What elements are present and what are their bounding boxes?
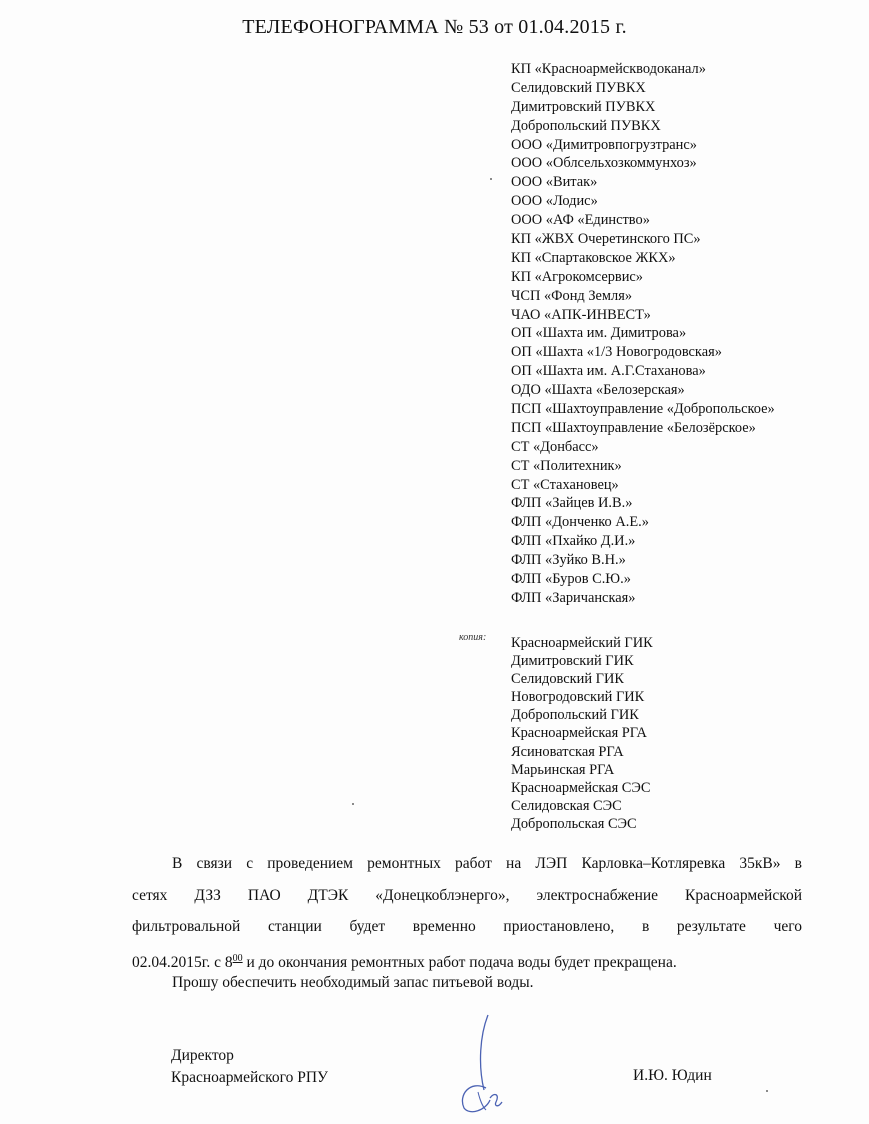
request-text: Прошу обеспечить необходимый запас питьевой воды. bbox=[172, 974, 534, 991]
body-line: сетях ДЗЗ ПАО ДТЭК «Донецкоблэнерго», электроснабжение Красноармейской bbox=[132, 886, 802, 904]
list-item: Добропольская СЭС bbox=[511, 815, 637, 832]
scan-speck bbox=[490, 178, 492, 180]
document-title: ТЕЛЕФОНОГРАММА № 53 от 01.04.2015 г. bbox=[242, 16, 627, 38]
scan-speck bbox=[352, 803, 354, 805]
list-item: Добропольский ГИК bbox=[511, 707, 639, 724]
list-item: ЧАО «АПК-ИНВЕСТ» bbox=[511, 306, 651, 323]
list-item: Новогродовский ГИК bbox=[511, 689, 645, 706]
list-item: ООО «Витак» bbox=[511, 174, 598, 191]
list-item: СТ «Донбасс» bbox=[511, 438, 599, 455]
list-item: СТ «Стахановец» bbox=[511, 476, 619, 493]
body-line: фильтровальной станции будет временно приостановлено, в результате чего bbox=[132, 918, 802, 935]
list-item: ОДО «Шахта «Белозерская» bbox=[511, 382, 685, 399]
list-item: Красноармейская СЭС bbox=[511, 779, 651, 796]
list-item: Селидовский ГИК bbox=[511, 671, 624, 688]
list-item: Красноармейский ГИК bbox=[511, 635, 653, 651]
signer-position: Директор bbox=[171, 1047, 234, 1064]
list-item: ПСП «Шахтоуправление «Белозёрское» bbox=[511, 419, 756, 436]
signature-block bbox=[171, 1045, 328, 1089]
list-item: ФЛП «Буров С.Ю.» bbox=[511, 571, 631, 588]
list-item: ЧСП «Фонд Земля» bbox=[511, 287, 633, 304]
list-item: Селидовский ПУВКХ bbox=[511, 79, 646, 96]
list-item: Селидовская СЭС bbox=[511, 797, 622, 814]
list-item: СТ «Политехник» bbox=[511, 457, 622, 474]
scan-speck bbox=[766, 1090, 768, 1092]
date-time-text: 02.04.2015г. с 8 bbox=[132, 953, 233, 971]
body-line: В связи с проведением ремонтных работ на ЛЭП Карловка–Котляревка 35кВ» в bbox=[172, 855, 802, 872]
list-item: ФЛП «Заричанская» bbox=[511, 589, 636, 606]
copies-label: копия: bbox=[459, 632, 487, 643]
list-item: Марьинская РГА bbox=[511, 761, 615, 778]
signer-name: И.Ю. Юдин bbox=[633, 1067, 712, 1084]
list-item: КП «Спартаковское ЖКХ» bbox=[511, 249, 676, 266]
handwritten-signature bbox=[450, 1010, 530, 1120]
list-item: ООО «Димитровпогрузтранс» bbox=[511, 136, 697, 153]
body-line-tail: и до окончания ремонтных работ подача воды будет прекращена. bbox=[242, 953, 677, 971]
list-item: ООО «Лодис» bbox=[511, 193, 598, 210]
list-item: Ясиноватская РГА bbox=[511, 743, 624, 760]
list-item: ПСП «Шахтоуправление «Добропольское» bbox=[511, 401, 775, 418]
list-item: КП «ЖВХ Очеретинского ПС» bbox=[511, 231, 701, 248]
list-item: Добропольский ПУВКХ bbox=[511, 117, 661, 134]
list-item: ФЛП «Донченко А.Е.» bbox=[511, 514, 649, 531]
copies-list bbox=[511, 634, 653, 833]
list-item: ОП «Шахта им. Димитрова» bbox=[511, 325, 687, 342]
list-item: ООО «АФ «Единство» bbox=[511, 212, 650, 229]
list-item: КП «Красноармейскводоканал» bbox=[511, 61, 706, 77]
list-item: ФЛП «Зайцев И.В.» bbox=[511, 495, 633, 512]
list-item: ФЛП «Зуйко В.Н.» bbox=[511, 552, 626, 569]
minutes-superscript: 00 bbox=[232, 952, 243, 964]
body-paragraph bbox=[132, 848, 802, 978]
list-item: Красноармейская РГА bbox=[511, 725, 647, 742]
body-line bbox=[132, 943, 802, 979]
list-item: Димитровский ПУВКХ bbox=[511, 98, 656, 115]
signer-organization: Красноармейского РПУ bbox=[171, 1069, 329, 1086]
list-item: ФЛП «Пхайко Д.И.» bbox=[511, 533, 636, 550]
list-item: Димитровский ГИК bbox=[511, 653, 634, 670]
list-item: КП «Агрокомсервис» bbox=[511, 268, 643, 285]
list-item: ОП «Шахта «1/3 Новогродовская» bbox=[511, 344, 722, 361]
list-item: ООО «Облсельхозкоммунхоз» bbox=[511, 155, 697, 172]
list-item: ОП «Шахта им. А.Г.Стаханова» bbox=[511, 363, 706, 380]
recipient-list bbox=[511, 60, 775, 608]
